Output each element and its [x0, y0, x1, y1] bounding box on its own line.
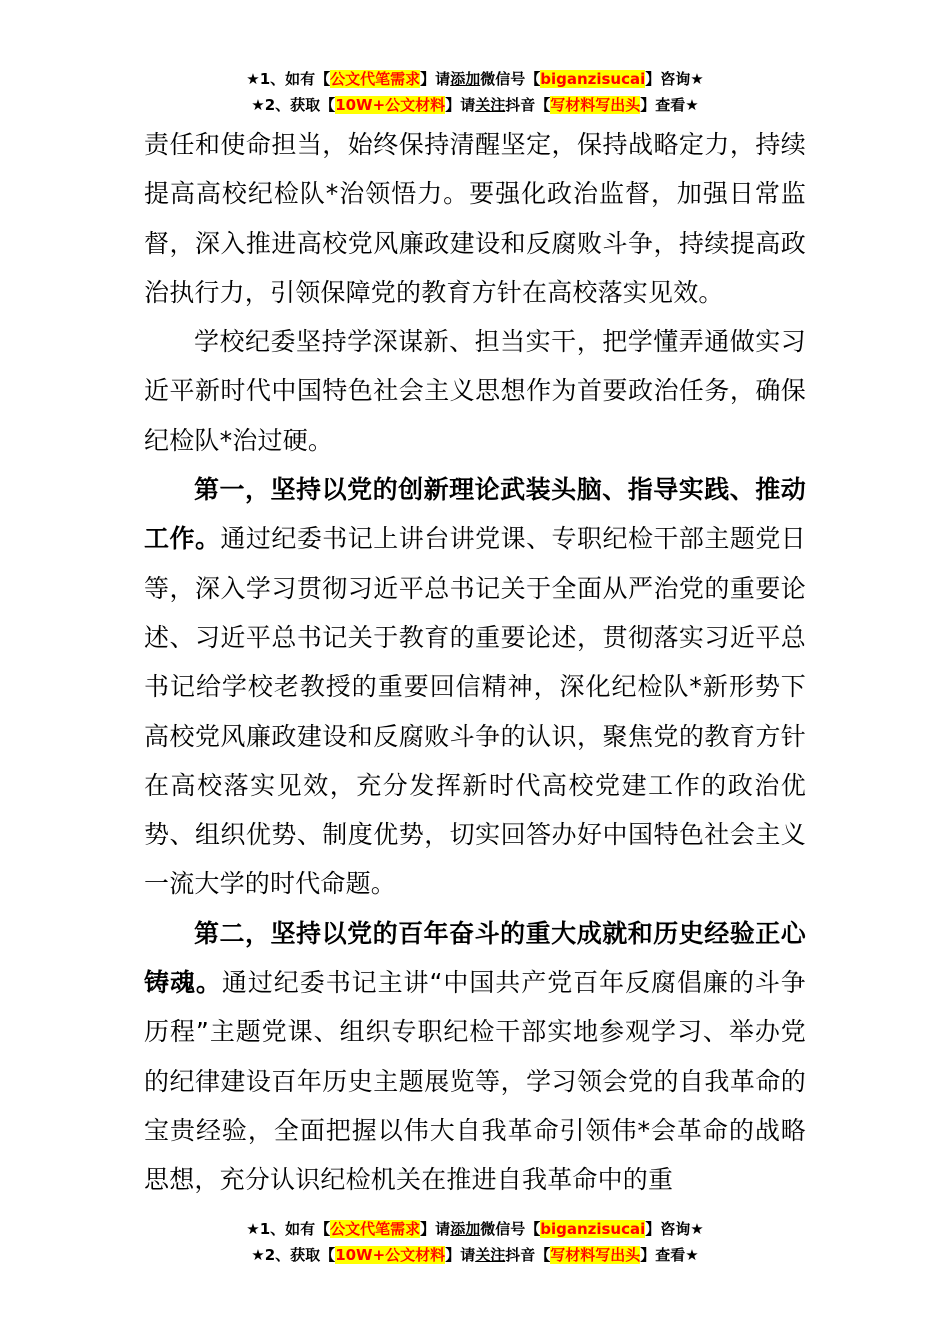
paragraph-4 [144, 909, 806, 1205]
paragraph-1: 责任和使命担当，始终保持清醒坚定，保持战略定力，持续提高高校纪检队*治领悟力。要强化政治监督，加强日常监督，深入推进高校党风廉政建设和反腐败斗争，持续提高政治执行力，引领保障党的教育方针在高校落实见效。 [144, 130, 806, 307]
promo-line-1 [0, 1216, 950, 1242]
paragraph-heading: 第二，坚持以党的百年奋斗的重大成就和历史经验正心铸魂。 [144, 918, 806, 998]
promo-text: 微信号【 [480, 70, 541, 88]
paragraph-2: 学校纪委坚持学深谋新、担当实干，把学懂弄通做实习近平新时代中国特色社会主义思想作为首要政治任务，确保纪检队*治过硬。 [144, 327, 806, 455]
paragraph-body: 通过纪委书记上讲台讲党课、专职纪检干部主题党日等，深入学习贯彻习近平总书记关于全面从严治党的重要论述、习近平总书记关于教育的重要论述，贯彻落实习近平总书记给学校老教授的重要回信精神，深化纪检队*新形势下高校党风廉政建设和反腐败斗争的认识，聚焦党的教育方针在高校落实见效，充分发挥新时代高校党建工作的政治优势、组织优势、制度优势，切实回答办好中国特色社会主义一流大学的时代命题。 [144, 524, 806, 899]
promo-text: ★1、如有【 [246, 70, 331, 88]
promo-text: 】咨询★ [645, 70, 704, 88]
paragraph-body: 通过纪委书记主讲“中国共产党百年反腐倡廉的斗争历程”主题党课、组织专职纪检干部实地参观学习、举办党的纪律建设百年历史主题展览等，学习领会党的自我革命的宝贵经验，全面把握以伟大自我革命引领伟*会革命的战略思想，充分认识纪检机关在推进自我革命中的重 [144, 968, 806, 1195]
promo-text: ★2、获取【 [251, 1246, 336, 1264]
promo-highlight: 10W+公文材料 [335, 96, 446, 114]
promo-highlight: biganzisucai [540, 70, 646, 88]
promo-text: 】请 [445, 96, 476, 114]
promo-text: 】咨询★ [645, 1220, 704, 1238]
promo-text: ★1、如有【 [246, 1220, 331, 1238]
promo-highlight: 10W+公文材料 [335, 1246, 446, 1264]
promo-text: 】请 [445, 1246, 476, 1264]
promo-banner-bottom [0, 1216, 950, 1268]
promo-underline: 添加 [450, 1220, 481, 1238]
promo-text: 抖音【 [505, 96, 551, 114]
paragraph-heading: 第一，坚持以党的创新理论武装头脑、指导实践、推动工作。 [144, 475, 806, 554]
promo-line-2 [0, 92, 950, 118]
promo-highlight: 公文代笔需求 [330, 70, 421, 88]
promo-text: 微信号【 [480, 1220, 541, 1238]
promo-text: 】查看★ [640, 96, 699, 114]
paragraph-3 [144, 465, 806, 909]
promo-text: 】请 [420, 1220, 451, 1238]
promo-underline: 关注 [475, 1246, 506, 1264]
promo-text: 】查看★ [640, 1246, 699, 1264]
promo-text: 抖音【 [505, 1246, 551, 1264]
promo-underline: 添加 [450, 70, 481, 88]
promo-text: 】请 [420, 70, 451, 88]
promo-line-1 [0, 66, 950, 92]
promo-highlight: 写材料写出头 [550, 96, 641, 114]
promo-banner-top [0, 66, 950, 118]
promo-line-2 [0, 1242, 950, 1268]
promo-underline: 关注 [475, 96, 506, 114]
promo-text: ★2、获取【 [251, 96, 336, 114]
promo-highlight: biganzisucai [540, 1220, 646, 1238]
document-body [144, 120, 806, 1205]
promo-highlight: 公文代笔需求 [330, 1220, 421, 1238]
promo-highlight: 写材料写出头 [550, 1246, 641, 1264]
